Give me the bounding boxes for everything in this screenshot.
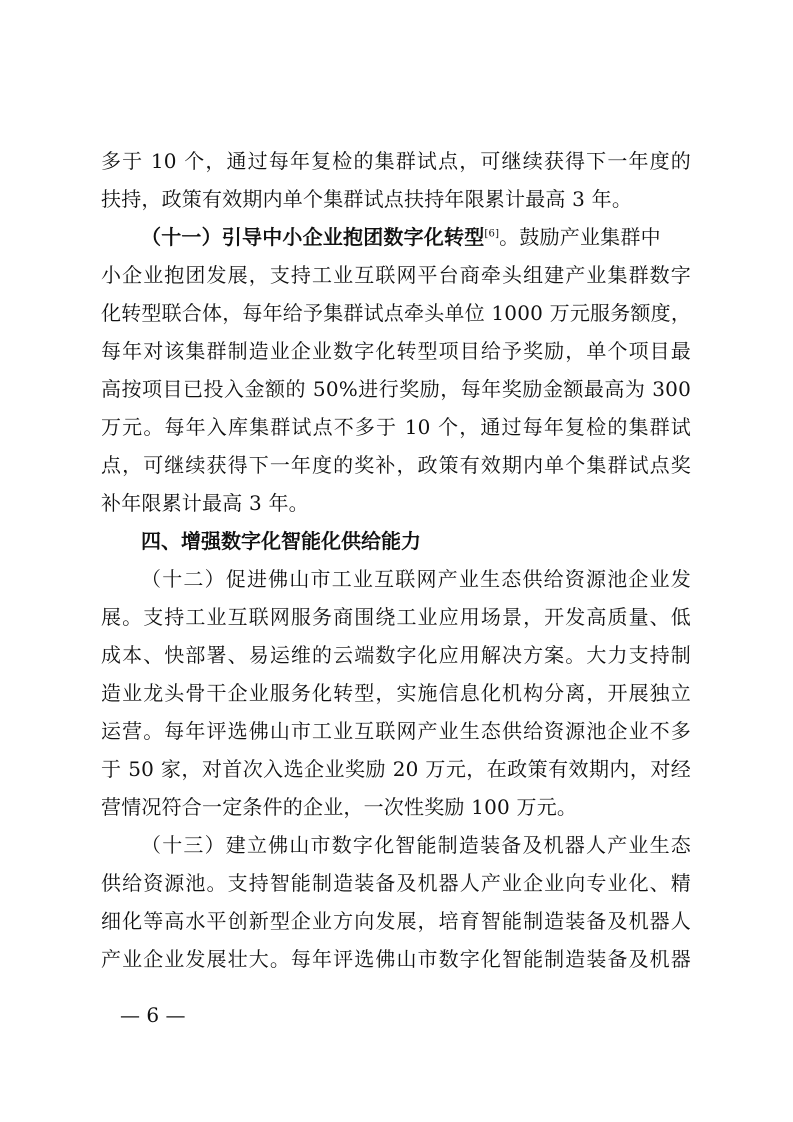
paragraph-line: （十三）建立佛山市数字化智能制造装备及机器人产业生态 (141, 833, 691, 857)
paragraph-line: 营情况符合一定条件的企业，一次性奖励 100 万元。 (101, 795, 578, 819)
paragraph-line: （十二）促进佛山市工业互联网产业生态供给资源池企业发 (141, 567, 691, 591)
section-heading: 四、增强数字化智能化供给能力 (141, 529, 421, 553)
footnote-ref: [6] (484, 228, 500, 240)
paragraph-line: 万元。每年入库集群试点不多于 10 个，通过每年复检的集群试 (101, 415, 691, 439)
paragraph-line: 运营。每年评选佛山市工业互联网产业生态供给资源池企业不多 (101, 719, 691, 743)
page-number: — 6 — (120, 1003, 186, 1027)
item-heading: （十一）引导中小企业抱团数字化转型 (141, 225, 485, 249)
paragraph-line: 点，可继续获得下一年度的奖补，政策有效期内单个集群试点奖 (101, 453, 691, 477)
paragraph-line: 细化等高水平创新型企业方向发展，培育智能制造装备及机器人 (101, 909, 691, 933)
paragraph-line: 扶持，政策有效期内单个集群试点扶持年限累计最高 3 年。 (101, 187, 633, 211)
paragraph-line: 小企业抱团发展，支持工业互联网平台商牵头组建产业集群数字 (101, 263, 691, 287)
paragraph-line: 展。支持工业互联网服务商围绕工业应用场景，开发高质量、低 (101, 605, 691, 629)
paragraph-line: 化转型联合体，每年给予集群试点牵头单位 1000 万元服务额度， (101, 301, 692, 325)
paragraph-line: 多于 10 个，通过每年复检的集群试点，可继续获得下一年度的 (101, 149, 691, 173)
paragraph-line: 于 50 家，对首次入选企业奖励 20 万元，在政策有效期内，对经 (101, 757, 691, 781)
paragraph-text: 。鼓励产业集群中 (499, 225, 661, 249)
paragraph-line: 供给资源池。支持智能制造装备及机器人产业企业向专业化、精 (101, 871, 691, 895)
paragraph-line: 高按项目已投入金额的 50%进行奖励，每年奖励金额最高为 300 (101, 377, 691, 401)
paragraph-line: 成本、快部署、易运维的云端数字化应用解决方案。大力支持制 (101, 643, 691, 667)
paragraph-line: 补年限累计最高 3 年。 (101, 491, 309, 515)
paragraph-line: 每年对该集群制造业企业数字化转型项目给予奖励，单个项目最 (101, 339, 691, 363)
paragraph-line (141, 219, 691, 255)
paragraph-line: 产业企业发展壮大。每年评选佛山市数字化智能制造装备及机器 (101, 947, 691, 971)
paragraph-line: 造业龙头骨干企业服务化转型，实施信息化机构分离，开展独立 (101, 681, 691, 705)
